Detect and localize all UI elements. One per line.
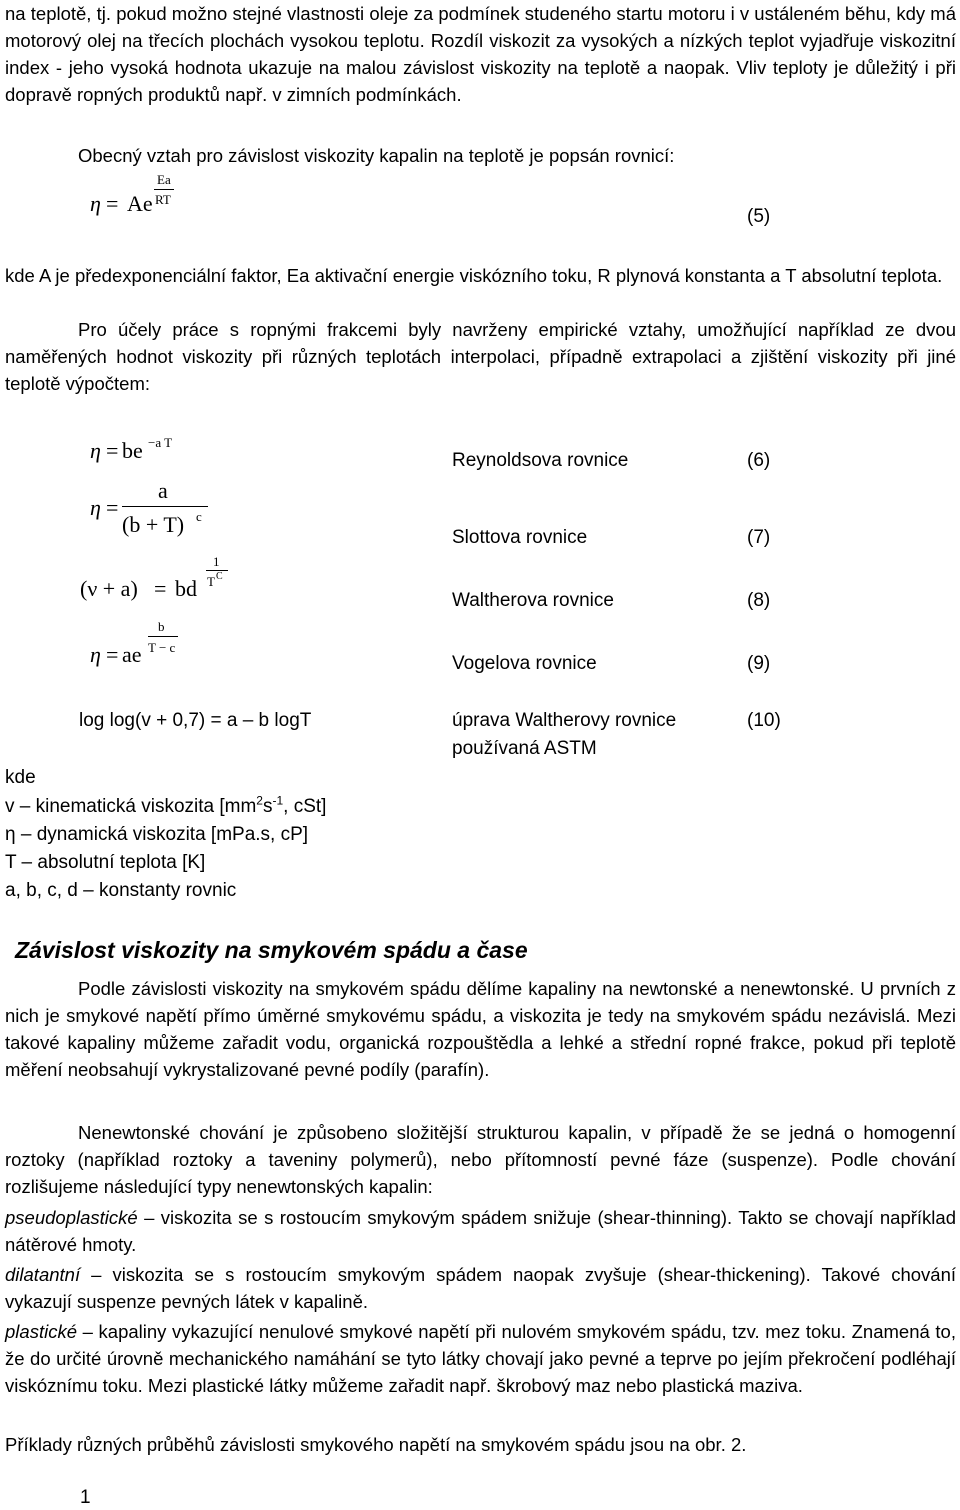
eq10-number: (10)	[747, 710, 781, 731]
eq8-exp-den-sup: C	[216, 571, 223, 582]
eq8-exp-den: T	[207, 574, 215, 589]
eq6-exp: −a T	[148, 435, 173, 450]
type-description: – viskozita se s rostoucím smykovým spádem snižuje (shear-thinning). Takto se chovají například nátěrové hmoty.	[5, 1207, 956, 1255]
eq6-rhs: be	[122, 438, 143, 463]
eq9-number: (9)	[747, 653, 771, 674]
eq5-eta: η	[90, 191, 101, 216]
eq5-explanation: kde A je předexponenciální faktor, Ea aktivační energie viskózního toku, R plynová konstanta a T absolutní teplota.	[5, 265, 943, 286]
eq9-lhs: η	[90, 642, 101, 667]
eq10-name-2: používaná ASTM	[452, 738, 597, 759]
eq5-exp-den: RT	[155, 192, 171, 207]
eq5-number: (5)	[747, 206, 771, 227]
eq8-lhs: (ν + a)	[80, 576, 138, 601]
type-term: dilatantní	[5, 1264, 81, 1285]
eq6-name: Reynoldsova rovnice	[452, 450, 629, 471]
examples-text: Příklady různých průběhů závislosti smykového napětí na smykovém spádu jsou na obr. 2.	[5, 1434, 747, 1455]
type-description: – viskozita se s rostoucím smykovým spádem naopak zvyšuje (shear-thickening). Takové chování vykazují suspenze pevných látek v kapalině.	[5, 1264, 956, 1312]
eq9-fraction-bar	[148, 636, 178, 637]
eq7-fraction-bar	[122, 506, 208, 507]
empirical-paragraph: Pro účely práce s ropnými frakcemi byly navrženy empirické vztahy, umožňující například ze dvou naměřených hodnot viskozity při různých teplotách interpolaci, případně extrapolaci a zjištění viskozity při jiné teplotě výpočtem:	[5, 319, 956, 394]
eq7-den: (b + T)	[122, 512, 185, 537]
eq6-lhs: η	[90, 438, 101, 463]
section-paragraph-1: Podle závislosti viskozity na smykovém spádu dělíme kapaliny na newtonské a nenewtonské. U prvních z nich je smykové napětí přímo úměrné smykovému spádu, a viskozita je tedy na smykovém spádu nezávislá. Mezi takové kapaliny můžeme zařadit vodu, organická rozpouštědla a lehké a střední ropné frakce, pokud při teplotě měření neobsahují vykrystalizované pevné podíly (parafín).	[5, 978, 956, 1080]
legend-item-kinematic: v – kinematická viskozita [$mm^2s^{-1}$, cSt]	[5, 793, 327, 817]
eq8-name: Waltherova rovnice	[452, 590, 614, 611]
type-plastic	[5, 1318, 956, 1399]
type-pseudoplastic	[5, 1204, 956, 1258]
section-heading: Závislost viskozity na smykovém spádu a čase	[15, 937, 528, 963]
eq5-fraction-bar	[154, 189, 174, 190]
section-paragraph-2: Nenewtonské chování je způsobeno složitější strukturou kapalin, v případě že se jedná o homogenní roztoky (například roztoky a taveniny polymerů), nebo přítomností pevné fáze (suspenze). Podle chování rozlišujeme následující typy nenewtonských kapalin:	[5, 1122, 956, 1197]
eq9-exp-den: T − c	[148, 640, 176, 655]
eq7-name: Slottova rovnice	[452, 527, 588, 548]
eq10-formula: log log(v + 0,7) = a – b logT	[79, 710, 312, 731]
type-dilatant	[5, 1261, 956, 1315]
general-relation-text: Obecný vztah pro závislost viskozity kapalin na teplotě je popsán rovnicí:	[78, 145, 675, 166]
legend-kde: kde	[5, 767, 36, 788]
legend-item-constants: a, b, c, d – konstanty rovnic	[5, 880, 237, 901]
eq7-den-exp: c	[196, 509, 202, 524]
intro-paragraph: na teplotě, tj. pokud možno stejné vlastnosti oleje za podmínek studeného startu motoru i v ustáleném běhu, kdy má motorový olej na třecích plochách vysokou teplotu. Rozdíl viskozit za vysokých a nízkých teplot vyjadřuje viskozitní index - jeho vysoká hodnota ukazuje na malou závislost viskozity na teplotě a naopak. Vliv teploty je důležitý i při dopravě ropných produktů např. v zimních podmínkách.	[5, 3, 956, 105]
eq9-exp-num: b	[158, 619, 165, 634]
legend-item-dynamic: η – dynamická viskozita [mPa.s, cP]	[5, 824, 309, 845]
eq8-rhs: bd	[175, 576, 197, 601]
type-term: pseudoplastické	[5, 1207, 138, 1228]
type-description: – kapaliny vykazující nenulové smykové napětí při nulovém smykovém spádu, tzv. mez toku. Znamená to, že do určité úrovně mechanického namáhání se tyto látky chovají jako pevné a teprve po jejím překročení podléhají viskóznímu toku. Mezi plastické látky můžeme zařadit např. škrobový maz nebo plastická maziva.	[5, 1321, 956, 1396]
eq8-number: (8)	[747, 590, 771, 611]
eq7-number: (7)	[747, 527, 771, 548]
eq5-base: Ae	[127, 191, 153, 216]
eq6-number: (6)	[747, 450, 771, 471]
eq9-rhs: ae	[122, 642, 142, 667]
eq5-exp-num: Ea	[157, 172, 171, 187]
eq7-num: a	[158, 478, 168, 503]
type-term: plastické	[5, 1321, 77, 1342]
eq10-name: úprava Waltherovy rovnice	[452, 710, 677, 731]
legend-item-temperature: T – absolutní teplota [K]	[5, 852, 206, 873]
eq9-name: Vogelova rovnice	[452, 653, 597, 674]
page-number: 1	[80, 1487, 91, 1508]
eq7-lhs: η	[90, 495, 101, 520]
eq8-exp-num: 1	[213, 554, 220, 569]
eq5-equals: =	[106, 191, 119, 216]
